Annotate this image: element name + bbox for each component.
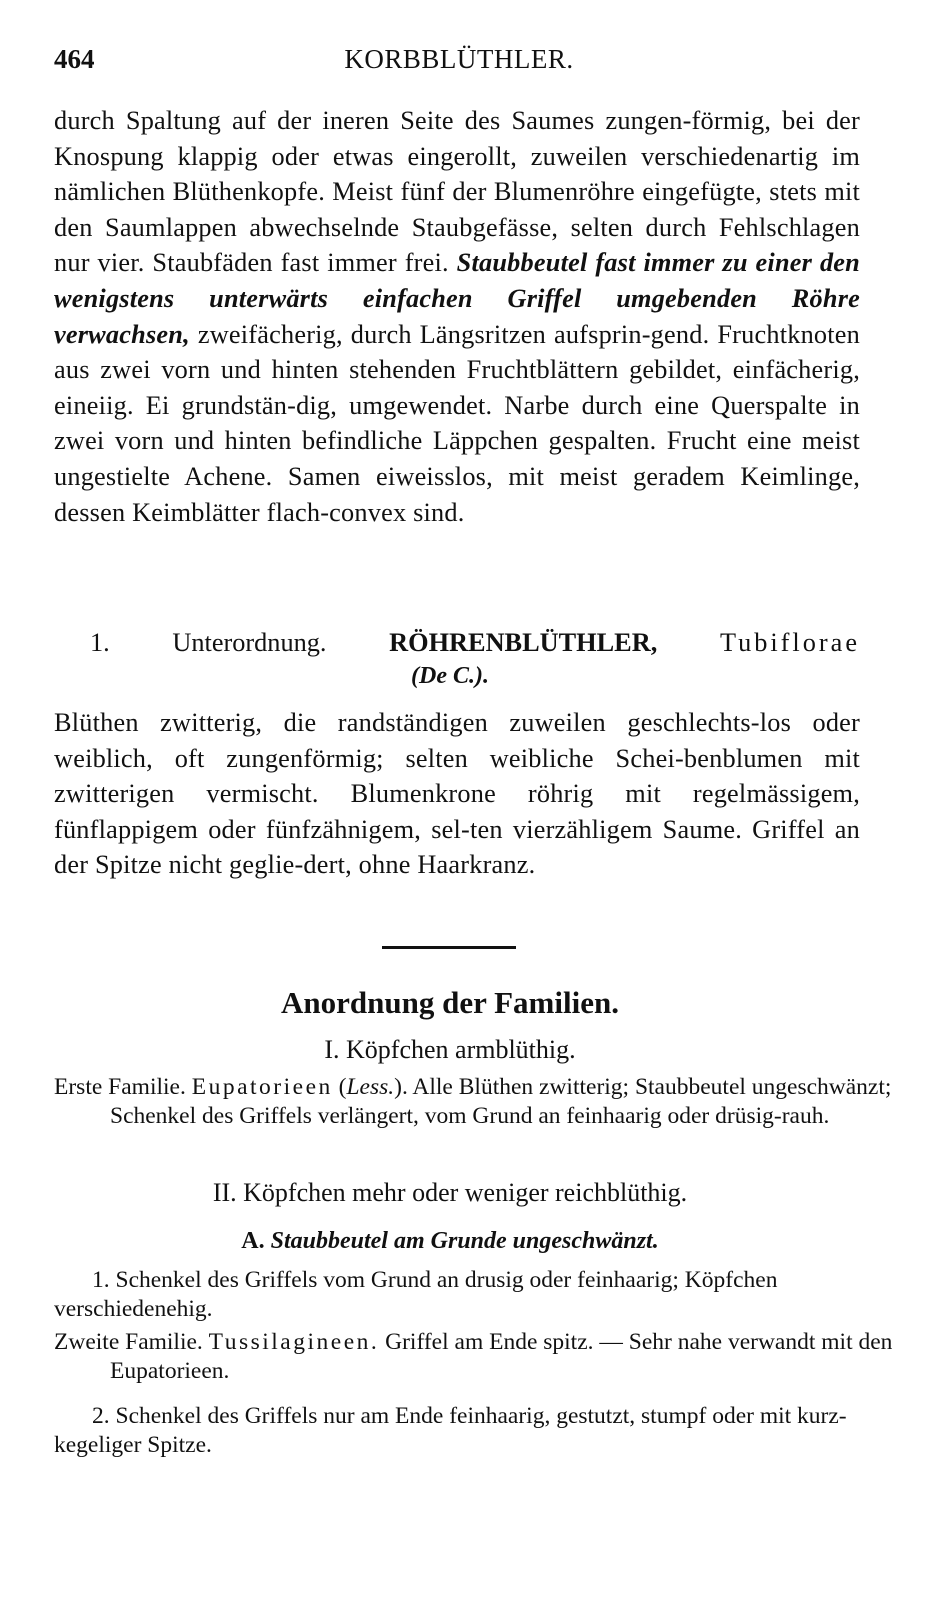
paragraph-suborder: Blüthen zwitterig, die randständigen zuweilen geschlechts-los oder weiblich, oft zungenförmig; selten weibliche Schei-benblumen mit zwitterigen vermischt. Blumenkrone röhrig mit regelmässigem, fünflappigem oder fünfzähnigem, sel-ten vierzähligem Saume. Griffel an der Spitze nicht geglie-dert, ohne Haarkranz. [54,708,860,880]
family-name: Eupatorieen [191,1074,333,1100]
subgroup-heading-a [0,1228,900,1255]
suborder-heading [90,628,860,658]
family-entry-2 [54,1328,920,1386]
page-number: 464 [54,44,95,74]
group-heading-1: I. Köpfchen armblüthig. [324,1035,576,1064]
suborder-authority: (De C.). [411,663,489,689]
group-heading-2: II. Köpfchen mehr oder weniger reichblüthig. [212,1178,688,1207]
family-authority: Less. [346,1074,395,1100]
family-auth-open: ( [338,1074,347,1100]
family-text: Alle Blüthen zwitterig; Staubbeutel ungeschwänzt; Schenkel des Griffels verlängert, vom Grund an feinhaarig oder drüsig-rauh. [110,1074,892,1129]
paragraph-text-a: durch Spaltung auf der ineren Seite des Saumes zungen-förmig, bei der Knospung klappig oder etwas eingerollt, zuweilen verschiedenartig im nämlichen Blüthenkopfe. Meist fünf der Blumenröhre eingefügte, stets mit den Saumlappen abwechselnde Staubgefässe, selten durch Fehlschlagen nur vier. Staubfäden fast immer frei. [54,106,860,278]
suborder-lead: 1. Unterordnung. [90,628,327,657]
subgroup-lead: A. [241,1228,265,1254]
list-item-2: 2. Schenkel des Griffels nur am Ende feinhaarig, gestutzt, stumpf oder mit kurz-kegeliger Spitze. [54,1403,847,1458]
suborder-name: RÖHRENBLÜTHLER, [389,628,658,657]
section-title: Anordnung der Familien. [281,985,619,1020]
family-lead: Zweite Familie. [54,1329,203,1355]
page-header [54,44,864,84]
family-text: Griffel am Ende spitz. — Sehr nahe verwandt mit den Eupatorieen. [110,1329,893,1384]
emphasis-staubbeutel: Staubbeutel fast immer zu einer den wenigstens unterwärts einfachen Griffel umgebenden Röhre verwachsen, [54,248,860,349]
paragraph-description [54,103,860,530]
suborder-latin: Tubiflorae [719,628,860,657]
subgroup-text: Staubbeutel am Grunde ungeschwänzt. [270,1228,659,1254]
family-entry-1 [54,1073,920,1131]
family-lead: Erste Familie. [54,1074,186,1100]
family-name: Tussilagineen. [208,1329,380,1355]
running-title: KORBBLÜTHLER. [344,44,574,74]
list-item-1: 1. Schenkel des Griffels vom Grund an drusig oder feinhaarig; Köpfchen verschiedenehig. [54,1267,778,1322]
section-divider [382,946,516,949]
paragraph-text-b: zweifächerig, durch Längsritzen aufsprin-gend. Fruchtknoten aus zwei vorn und hinten stehenden Fruchtblättern gebildet, einfächerig, eineiig. Ei grundstän-dig, umgewendet. Narbe durch eine Querspalte in zwei vorn und hinten befindliche Läppchen gespalten. Frucht eine meist ungestielte Achene. Samen eiweisslos, mit meist geradem Keimlinge, dessen Keimblätter flach-convex sind. [54,319,860,527]
family-auth-close: ). [394,1074,408,1100]
